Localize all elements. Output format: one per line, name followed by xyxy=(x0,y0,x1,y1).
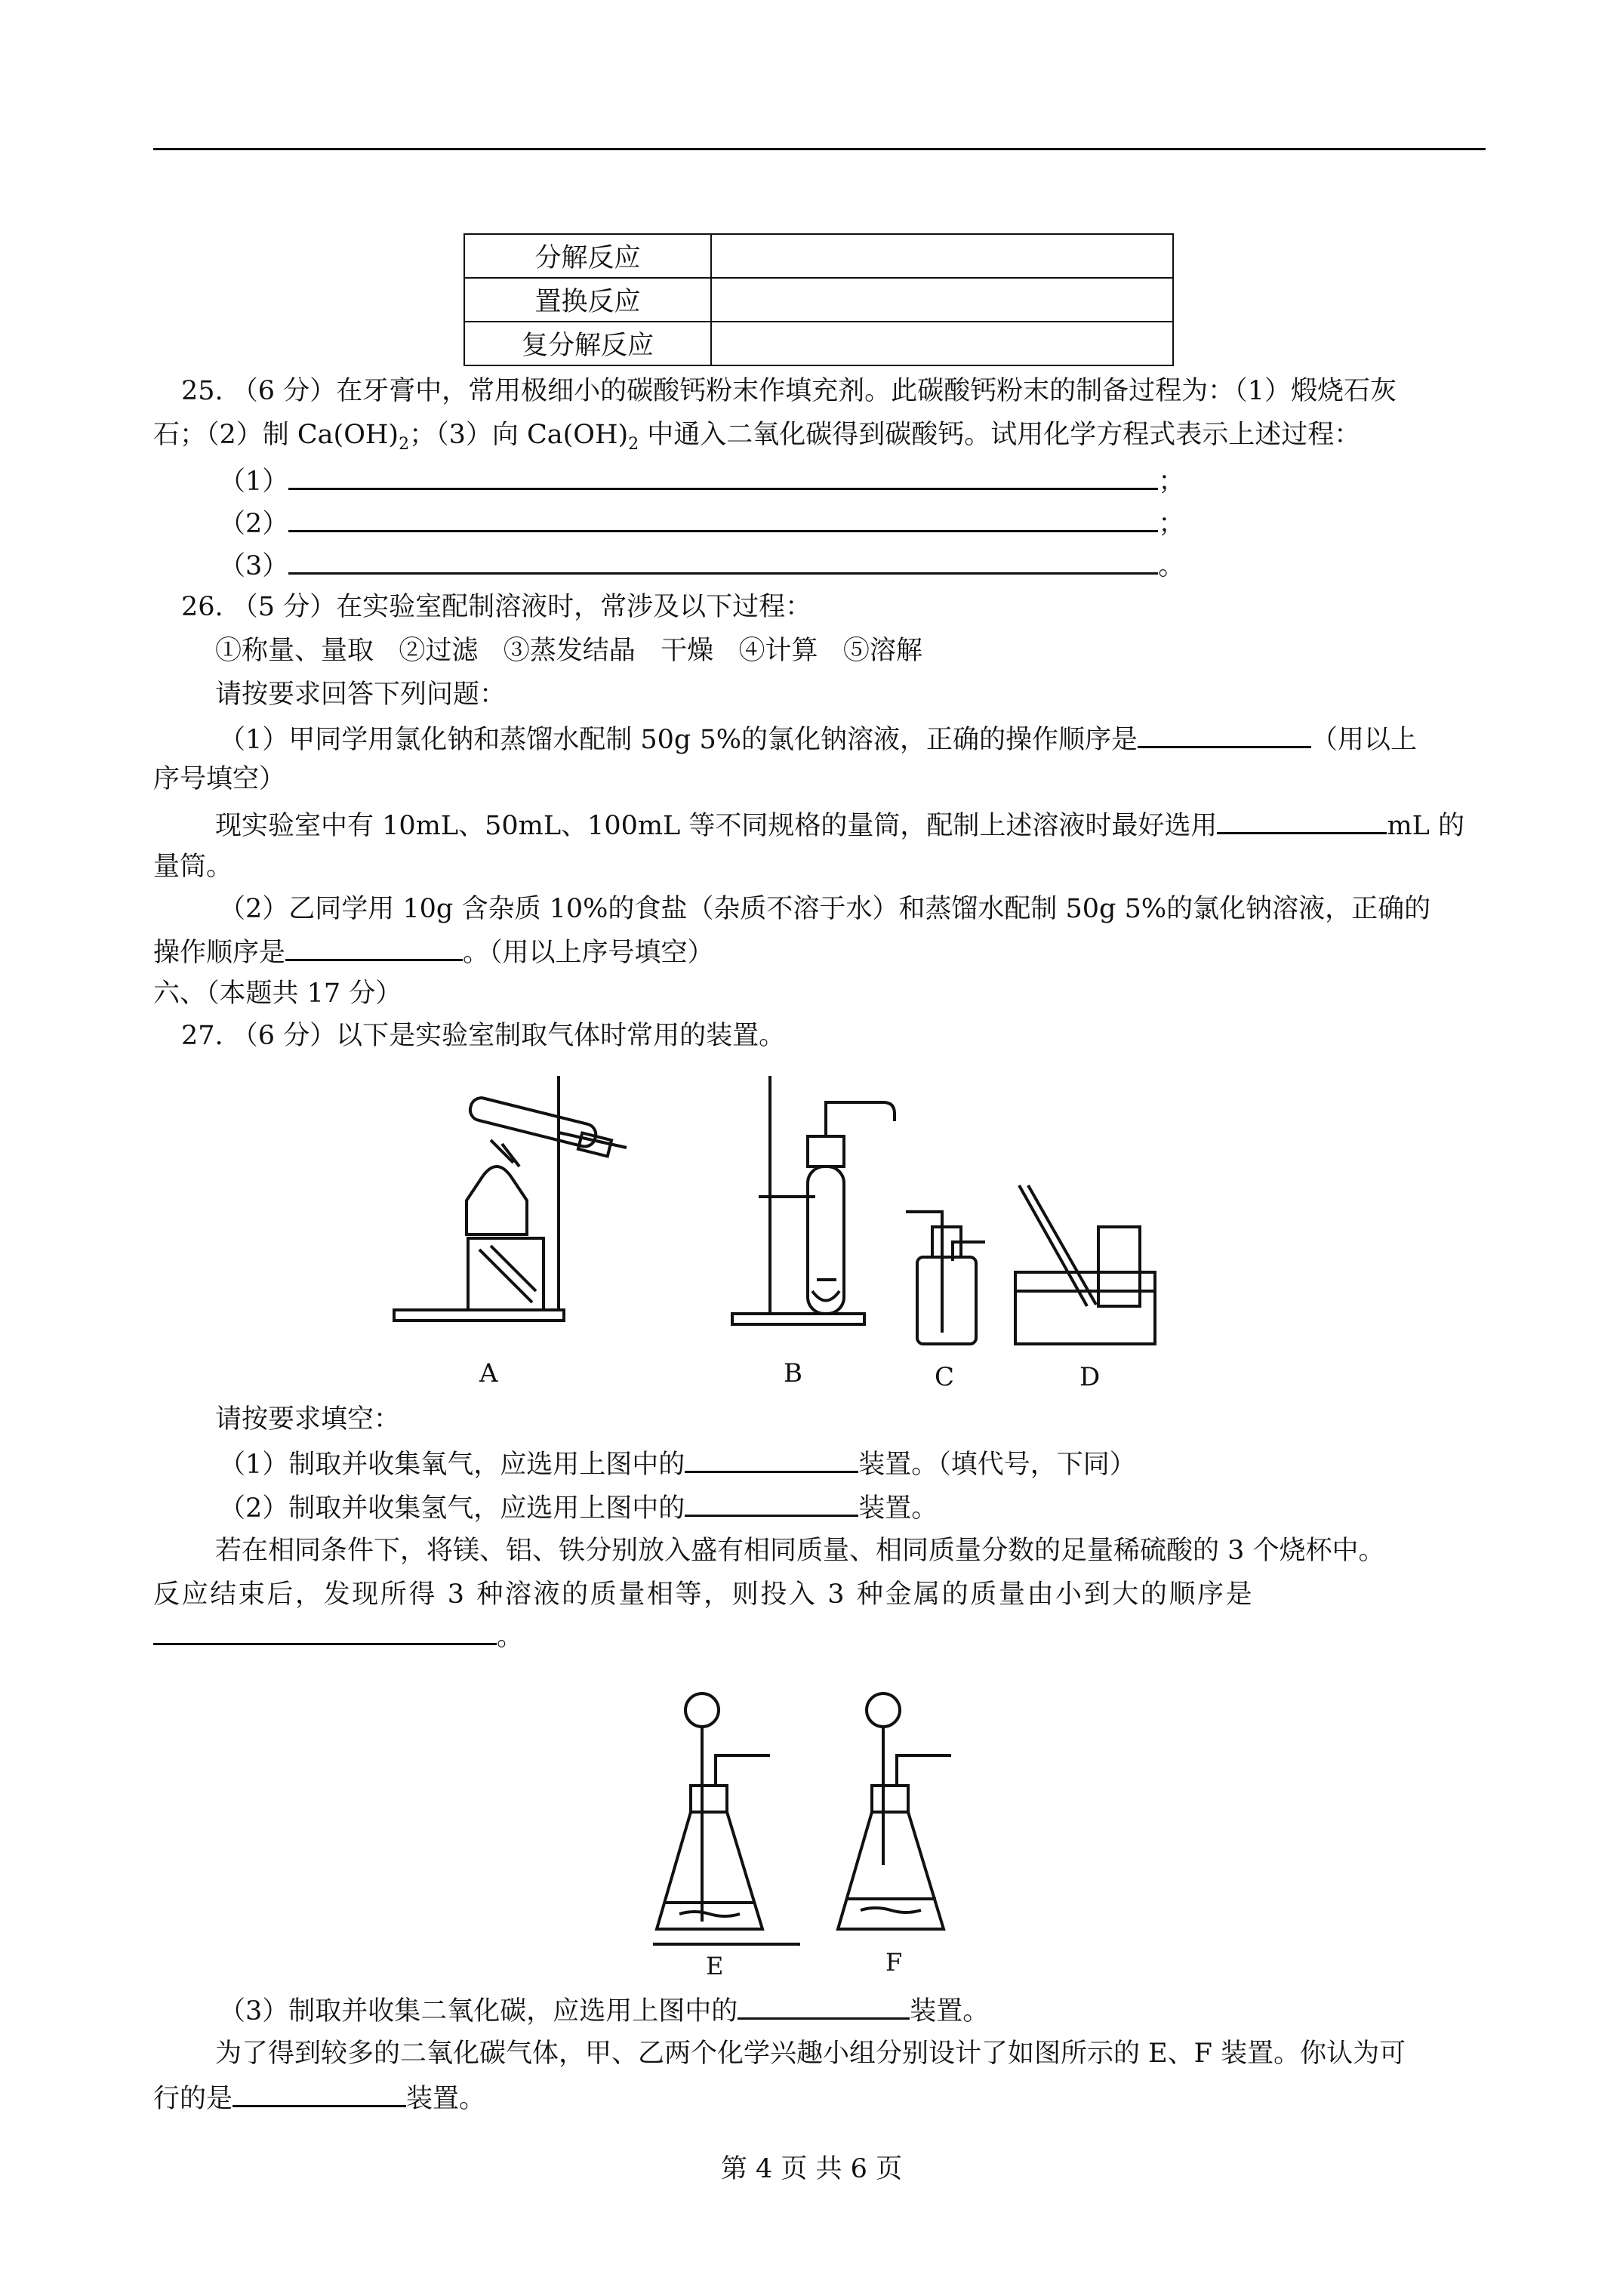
q27-para2: 反应结束后，发现所得 3 种溶液的质量相等，则投入 3 种金属的质量由小到大的顺序是 xyxy=(153,1579,1255,1610)
answer-blank[interactable] xyxy=(233,2081,406,2107)
q25-line1: 25. （6 分）在牙膏中，常用极细小的碳酸钙粉末作填充剂。此碳酸钙粉末的制备过程为：（1）煅烧石灰 xyxy=(181,376,1397,406)
fig-label-c: C xyxy=(935,1362,955,1389)
answer-blank[interactable] xyxy=(685,1490,858,1517)
table-cell-blank xyxy=(711,322,1173,365)
answer-blank[interactable] xyxy=(738,1993,910,2020)
table-cell-blank xyxy=(711,234,1173,278)
blank-label: （1） xyxy=(219,467,289,497)
table-row xyxy=(464,322,1173,365)
q25-sub: 2 xyxy=(399,435,410,454)
q25-blank-3 xyxy=(219,548,1184,583)
table-row xyxy=(464,278,1173,322)
q26-p2-tail: mL 的 xyxy=(1387,811,1464,841)
header-rule xyxy=(153,148,1486,150)
blank-label: （2） xyxy=(219,509,289,539)
q27-p2 xyxy=(219,1490,938,1525)
q27-p2-tail: 装置。 xyxy=(858,1493,938,1524)
q26-p3-tail: 。（用以上序号填空） xyxy=(463,938,714,968)
answer-blank[interactable] xyxy=(685,1447,858,1473)
q26-steps: ①称量、量取 ②过滤 ③蒸发结晶 干燥 ④计算 ⑤溶解 xyxy=(215,636,922,666)
q27-p3-tail: 装置。 xyxy=(910,1996,990,2026)
q27-p4-cont xyxy=(153,2081,485,2116)
q27-para3 xyxy=(153,1619,523,1653)
q27-p3 xyxy=(219,1993,989,2028)
q26-p1 xyxy=(219,722,1417,757)
fig-label-b: B xyxy=(784,1358,802,1388)
page-footer: 第 4 页 共 6 页 xyxy=(720,2154,903,2184)
apparatus-a-icon xyxy=(394,1076,627,1321)
answer-blank[interactable] xyxy=(288,464,1158,490)
answer-blank[interactable] xyxy=(288,506,1158,532)
q26-p1-cont: 序号填空） xyxy=(153,764,286,794)
q26-p1-tail: （用以上 xyxy=(1311,725,1418,755)
q25-line2-a: 石；（2）制 Ca(OH) xyxy=(153,420,399,450)
table-cell-label: 置换反应 xyxy=(464,278,711,322)
q25-blank-2 xyxy=(219,506,1184,541)
table-cell-label: 分解反应 xyxy=(464,234,711,278)
table-row xyxy=(464,234,1173,278)
q25-line2-b: ；（3）向 Ca(OH) xyxy=(409,420,629,450)
q25-sub: 2 xyxy=(628,435,639,454)
q27-p1-tail: 装置。（填代号，下同） xyxy=(858,1450,1136,1480)
apparatus-e-icon xyxy=(653,1693,800,1944)
blank-end: 。 xyxy=(1158,551,1185,581)
answer-blank[interactable] xyxy=(1217,808,1387,834)
q27-para1: 若在相同条件下，将镁、铝、铁分别放入盛有相同质量、相同质量分数的足量稀硫酸的 3 个烧杯中。 xyxy=(215,1536,1385,1566)
q26-line1: 26. （5 分）在实验室配制溶液时，常涉及以下过程： xyxy=(181,592,812,622)
q27-p2-text: （2）制取并收集氢气，应选用上图中的 xyxy=(219,1493,685,1524)
q27-p4-text: 行的是 xyxy=(153,2084,233,2114)
table-cell-blank xyxy=(711,278,1173,322)
blank-label: （3） xyxy=(219,551,289,581)
fig-label-a: A xyxy=(479,1358,498,1388)
q27-line1: 27. （6 分）以下是实验室制取气体时常用的装置。 xyxy=(181,1021,786,1051)
q25-line2-c: 中通入二氧化碳得到碳酸钙。试用化学方程式表示上述过程： xyxy=(639,420,1361,450)
apparatus-f-icon xyxy=(838,1693,951,1929)
apparatus-d-icon xyxy=(1015,1185,1155,1344)
answer-blank[interactable] xyxy=(1138,722,1311,748)
q27-p4: 为了得到较多的二氧化碳气体，甲、乙两个化学兴趣小组分别设计了如图所示的 E、F 装置。你认为可 xyxy=(215,2039,1406,2069)
q26-p3: （2）乙同学用 10g 含杂质 10%的食盐（杂质不溶于水）和蒸馏水配制 50g 5%的氯化钠溶液，正确的 xyxy=(219,894,1431,924)
answer-blank[interactable] xyxy=(288,548,1158,575)
fig-label-e: E xyxy=(706,1952,724,1980)
apparatus-figure-abcd xyxy=(385,1065,1291,1389)
blank-end: ； xyxy=(1158,467,1185,497)
q27-p3-text: （3）制取并收集二氧化碳，应选用上图中的 xyxy=(219,1996,738,2026)
q27-fill-prompt: 请按要求填空： xyxy=(215,1404,401,1435)
section-heading: 六、（本题共 17 分） xyxy=(153,978,402,1009)
q25-line2 xyxy=(153,418,1360,461)
q27-p4-tail: 装置。 xyxy=(406,2084,486,2114)
q27-p1-text: （1）制取并收集氧气，应选用上图中的 xyxy=(219,1450,685,1480)
table-cell-label: 复分解反应 xyxy=(464,322,711,365)
apparatus-b-icon xyxy=(732,1076,895,1324)
reaction-type-table xyxy=(463,233,1174,366)
q27-p1 xyxy=(219,1447,1136,1481)
q26-p3-text: 操作顺序是 xyxy=(153,938,286,968)
blank-end: ； xyxy=(1158,509,1185,539)
apparatus-figure-ef xyxy=(649,1680,966,1982)
q26-p1-text: （1）甲同学用氯化钠和蒸馏水配制 50g 5%的氯化钠溶液，正确的操作顺序是 xyxy=(219,725,1138,755)
q26-p3-cont xyxy=(153,935,714,969)
q26-p2-cont: 量筒。 xyxy=(153,852,233,882)
q27-para3-end: 。 xyxy=(497,1622,524,1652)
answer-blank[interactable] xyxy=(285,935,463,961)
fig-label-d: D xyxy=(1079,1362,1101,1389)
apparatus-c-icon xyxy=(906,1212,985,1344)
q26-prompt: 请按要求回答下列问题： xyxy=(215,680,507,710)
fig-label-f: F xyxy=(885,1948,903,1977)
q26-p2-text: 现实验室中有 10mL、50mL、100mL 等不同规格的量筒，配制上述溶液时最好选用 xyxy=(215,811,1218,841)
q26-p2 xyxy=(215,808,1464,843)
answer-blank[interactable] xyxy=(153,1619,497,1645)
q25-blank-1 xyxy=(219,464,1184,498)
